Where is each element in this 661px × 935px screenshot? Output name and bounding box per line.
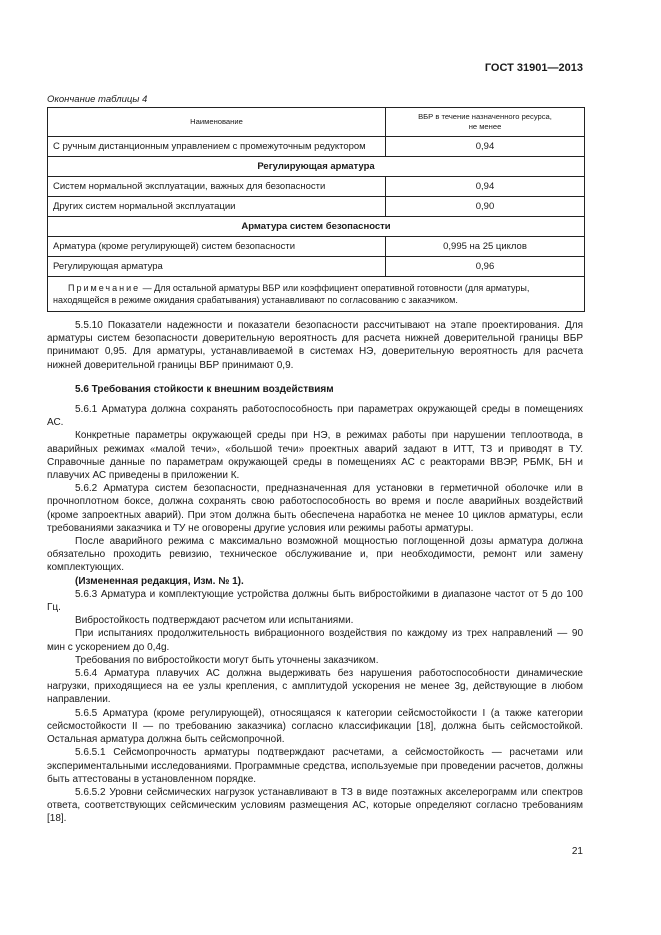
row-name: С ручным дистанционным управлением с промежуточным редуктором (48, 137, 386, 157)
table-caption: Окончание таблицы 4 (47, 94, 148, 105)
paragraph-5-6-3: 5.6.3 Арматура и комплектующие устройства должны быть вибростойкими в диапазоне частот от 5 до 100 Гц. (47, 588, 583, 614)
body-text (47, 319, 583, 826)
paragraph-5-6-2-b: После аварийного режима с максимально возможной мощностью поглощенной дозы арматура должна обязательно проходить ревизию, техническое обслуживание и, при необходимости, ремонт или замену комплектующих. (47, 536, 583, 574)
table-row (48, 137, 585, 157)
table-row (48, 197, 585, 217)
row-name: Систем нормальной эксплуатации, важных для безопасности (48, 177, 386, 197)
section-row (48, 217, 585, 237)
paragraph-5-6-1-b: Конкретные параметры окружающей среды при НЭ, в режимах работы при нарушении теплоотвода, в аварийных режимах «малой течи», «большой течи» проектных аварий задают в ИТТ, ТЗ и приводят в ТУ. Справочные данные по параметрам окружающей среды в помещениях АС с реакторами ВВЭР, РБМК, БН и плавучих АС приведены в приложении К. (47, 430, 583, 482)
paragraph-5-5-10: 5.5.10 Показатели надежности и показатели безопасности рассчитывают на этапе проектирования. Для арматуры систем безопасности доверительную вероятность для расчета нижней доверительной границы ВБР принимают 0,95. Для арматуры, устанавливаемой в системах НЭ, доверительную вероятность для расчета нижней доверительной границы ВБР принимают 0,9. (47, 320, 583, 371)
paragraph-5-6-5: 5.6.5 Арматура (кроме регулирующей), относящаяся к категории сейсмостойкости I (а также категории сейсмостойкости II — по требованию заказчика) согласно классификации [18], должна быть сейсмостойкой. Остальная арматура должна быть сейсмопрочной. (47, 707, 583, 746)
row-name: Других систем нормальной эксплуатации (48, 197, 386, 217)
paragraph-5-6-3-c: При испытаниях продолжительность вибрационного воздействия по каждому из трех направлений — 90 мин с ускорением до 0,4g. (47, 628, 583, 653)
section-row (48, 157, 585, 177)
header-value-line2: не менее (468, 122, 502, 131)
row-value: 0,96 (386, 257, 585, 277)
row-value: 0,90 (386, 197, 585, 217)
reliability-table (47, 107, 585, 312)
paragraph-5-6-2: 5.6.2 Арматура систем безопасности, предназначенная для установки в герметичной оболочке или в прочноплотном боксе, должна сохранять свою работоспособность во время и после аварийных воздействий (кроме запроектных аварий). При этом должна быть обеспечена наработка не менее 10 циклов арматуры, если требованиями заказчика и ТУ не оговорены другие условия или режимы работы арматуры. (47, 483, 583, 534)
edition-note: (Измененная редакция, Изм. № 1). (75, 575, 244, 587)
document-header: ГОСТ 31901—2013 (484, 62, 583, 74)
table-row (48, 177, 585, 197)
section-title: Регулирующая арматура (48, 157, 585, 177)
row-name: Арматура (кроме регулирующей) систем безопасности (48, 237, 386, 257)
table-header-row (48, 108, 585, 137)
paragraph-5-6-5-2: 5.6.5.2 Уровни сейсмических нагрузок устанавливают в ТЗ в виде поэтажных акселерограмм или спектров ответа, соответствующих сейсмическим условиям размещения АС, которые определяют согласно требованиям [18]. (47, 786, 583, 825)
note-row (48, 277, 585, 312)
section-title: Арматура систем безопасности (48, 217, 585, 237)
paragraph-5-6-5-1: 5.6.5.1 Сейсмопрочность арматуры подтверждают расчетами, а сейсмостойкость — расчетами или экспериментальными исследованиями. Программные средства, используемые при проведении расчетов, должны быть аттестованы в установленном порядке. (47, 747, 583, 785)
note-label: Примечание (68, 283, 141, 293)
header-name-cell: Наименование (48, 108, 386, 137)
paragraph-5-6-4: 5.6.4 Арматура плавучих АС должна выдерживать без нарушения работоспособности динамические нагрузки, приходящиеся на ее узлы крепления, с амплитудой ускорения не менее 3g, действующие в любом направлении. (47, 668, 583, 706)
header-value-line1: ВБР в течение назначенного ресурса, (418, 112, 552, 121)
row-value: 0,94 (386, 177, 585, 197)
row-value: 0,995 на 25 циклов (386, 237, 585, 257)
table-row (48, 237, 585, 257)
table-row (48, 257, 585, 277)
paragraph-5-6-1: 5.6.1 Арматура должна сохранять работоспособность при параметрах окружающей среды в помещениях АС. (47, 404, 583, 429)
page-number: 21 (571, 846, 583, 857)
row-name: Регулирующая арматура (48, 257, 386, 277)
paragraph-5-6-3-d: Требования по вибростойкости могут быть уточнены заказчиком. (75, 654, 379, 666)
section-heading-5-6: 5.6 Требования стойкости к внешним воздействиям (75, 383, 334, 395)
row-value: 0,94 (386, 137, 585, 157)
table-note (48, 277, 585, 312)
paragraph-5-6-3-b: Вибростойкость подтверждают расчетом или испытаниями. (75, 615, 354, 627)
header-value-cell (386, 108, 585, 137)
note-text: — Для остальной арматуры ВБР или коэффициент оперативной готовности (для арматуры, находящейся в режиме ожидания срабатывания) устанавливают по согласованию с заказчиком. (53, 283, 530, 305)
